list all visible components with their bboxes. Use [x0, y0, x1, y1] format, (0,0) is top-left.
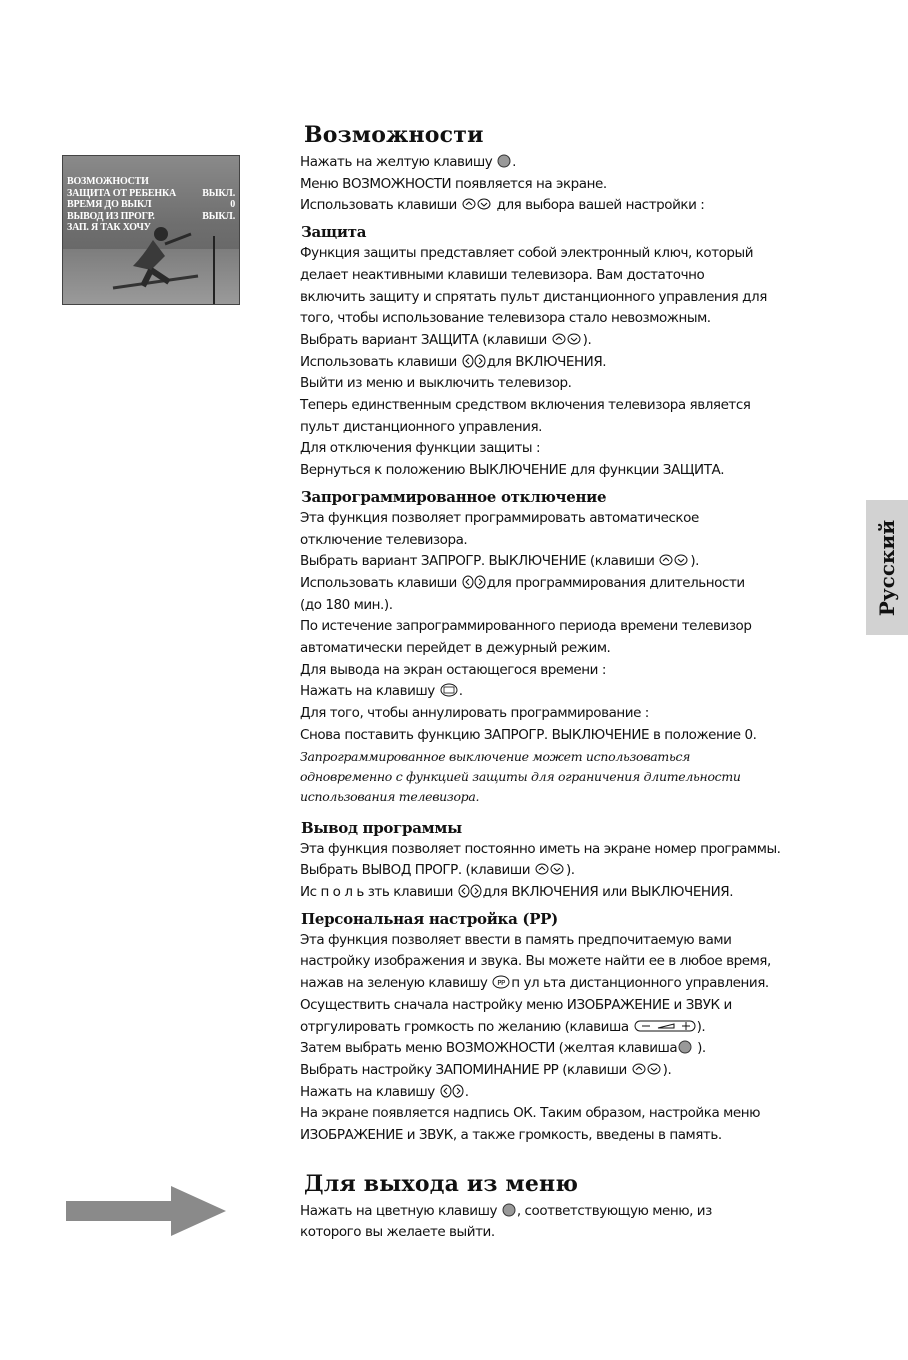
up-down-keys-icon: [462, 197, 492, 211]
text-line: отргулировать громкость по желанию (клавиша ).: [300, 1018, 706, 1035]
text-line: Теперь единственным средством включения телевизора является: [300, 397, 751, 414]
left-right-keys-icon: [458, 884, 482, 898]
svg-text:PP: PP: [497, 979, 506, 988]
text-line: Нажать на цветную клавишу , соответствующую меню, из: [300, 1202, 712, 1219]
arrow-right-icon: [66, 1186, 228, 1236]
tv-menu: [67, 176, 235, 234]
text-line: нажав на зеленую клавишу PP п ул ьта дистанционного управления.: [300, 975, 769, 992]
exit-heading: Для выхода из меню: [304, 1170, 579, 1197]
tv-menu-row: ВЫВОД ИЗ ПРОГР. ВЫКЛ.: [67, 210, 235, 222]
text-line: включить защиту и спрятать пульт дистанционного управления для: [300, 288, 767, 305]
color-key-icon: [502, 1203, 516, 1217]
text-line: автоматически перейдет в дежурный режим.: [300, 640, 611, 657]
skier-figure: [103, 226, 213, 296]
text-line: Вернуться к положению ВЫКЛЮЧЕНИЕ для функции ЗАЩИТА.: [300, 462, 725, 479]
text-line: того, чтобы использование телевизора стало невозможным.: [300, 310, 711, 327]
left-right-keys-icon: [440, 1084, 464, 1098]
text-line: настройку изображения и звука. Вы можете найти ее в любое время,: [300, 953, 771, 970]
text-line: Выйти из меню и выключить телевизор.: [300, 375, 572, 392]
text-line: (до 180 мин.).: [300, 596, 393, 613]
text-line: На экране появляется надпись ОК. Таким образом, настройка меню: [300, 1105, 760, 1122]
section-heading-program-display: Вывод программы: [301, 818, 462, 837]
text-line: Нажать на клавишу .: [300, 1083, 469, 1100]
note-line: использования телевизора.: [300, 788, 480, 804]
text-line: Меню ВОЗМОЖНОСТИ появляется на экране.: [300, 175, 607, 192]
language-tab: [866, 500, 908, 635]
text-line: Ис п о л ь зть клавиши для ВКЛЮЧЕНИЯ или ВЫКЛЮЧЕНИЯ.: [300, 883, 734, 900]
volume-key-icon: [634, 1019, 696, 1033]
text-line: По истечение запрограммированного периода времени телевизор: [300, 618, 752, 635]
text-line: Для вывода на экран остающегося времени :: [300, 661, 606, 678]
pp-key-icon: [492, 975, 510, 989]
text-line: Функция защиты представляет собой электронный ключ, который: [300, 245, 754, 262]
text-line: Для того, чтобы аннулировать программирование :: [300, 705, 649, 722]
text-line: Использовать клавиши для ВКЛЮЧЕНИЯ.: [300, 353, 607, 370]
text-line: Использовать клавиши для выбора вашей настройки :: [300, 197, 705, 214]
up-down-keys-icon: [632, 1062, 662, 1076]
tv-menu-row: ЗАЩИТА ОТ РЕБЕНКА ВЫКЛ.: [67, 187, 235, 199]
page-title: Возможности: [304, 122, 484, 148]
text-line: Выбрать настройку ЗАПОМИНАНИЕ PP (клавиши ).: [300, 1061, 672, 1078]
left-right-keys-icon: [462, 575, 486, 589]
text-line: Осуществить сначала настройку меню ИЗОБРАЖЕНИЕ и ЗВУК и: [300, 996, 732, 1013]
note-line: одновременно с функцией защиты для ограничения длительности: [300, 768, 741, 784]
text-line: Нажать на клавишу .: [300, 683, 463, 700]
text-line: делает неактивными клавиши телевизора. Вам достаточно: [300, 266, 705, 283]
text-line: которого вы желаете выйти.: [300, 1224, 495, 1241]
text-line: ИЗОБРАЖЕНИЕ и ЗВУК, а также громкость, введены в память.: [300, 1127, 722, 1144]
up-down-keys-icon: [659, 553, 689, 567]
text-line: пульт дистанционного управления.: [300, 418, 542, 435]
text-line: Выбрать вариант ЗАЩИТА (клавиши ).: [300, 331, 592, 348]
tv-menu-title: ВОЗМОЖНОСТИ: [67, 176, 149, 187]
section-heading-timer: Запрограммированное отключение: [301, 487, 607, 506]
text-line: Выбрать вариант ЗАПРОГР. ВЫКЛЮЧЕНИЕ (клавиши ).: [300, 553, 700, 570]
gate-pole: [213, 236, 215, 304]
text-line: Выбрать ВЫВОД ПРОГР. (клавиши ).: [300, 862, 575, 879]
section-heading-personal: Персональная настройка (PP): [301, 909, 558, 928]
text-line: Эта функция позволяет ввести в память предпочитаемую вами: [300, 931, 732, 948]
text-line: Для отключения функции защиты :: [300, 440, 541, 457]
text-line: Нажать на желтую клавишу .: [300, 154, 516, 170]
tv-menu-row: ВРЕМЯ ДО ВЫКЛ 0: [67, 199, 235, 210]
text-line: Эта функция позволяет постоянно иметь на экране номер программы.: [300, 840, 781, 857]
language-label: Русский: [875, 519, 899, 616]
round-key-icon: [497, 154, 511, 168]
text-line: Снова поставить функцию ЗАПРОГР. ВЫКЛЮЧЕНИЕ в положение 0.: [300, 726, 757, 743]
tv-screen-image: [62, 155, 240, 305]
info-key-icon: [440, 683, 458, 697]
section-heading-protection: Защита: [301, 223, 367, 242]
text-line: Использовать клавиши для программирования длительности: [300, 574, 745, 591]
text-line: Эта функция позволяет программировать автоматическое: [300, 509, 699, 526]
left-right-keys-icon: [462, 354, 486, 368]
up-down-keys-icon: [535, 862, 565, 876]
yellow-key-icon: [678, 1040, 692, 1054]
text-line: Затем выбрать меню ВОЗМОЖНОСТИ (желтая клавиша ).: [300, 1040, 706, 1057]
up-down-keys-icon: [552, 332, 582, 346]
text-line: отключение телевизора.: [300, 531, 468, 548]
note-line: Запрограммированное выключение может использоваться: [300, 748, 691, 764]
tv-menu-row: ЗАП. Я ТАК ХОЧУ: [67, 222, 151, 233]
main-content: [300, 120, 840, 1244]
